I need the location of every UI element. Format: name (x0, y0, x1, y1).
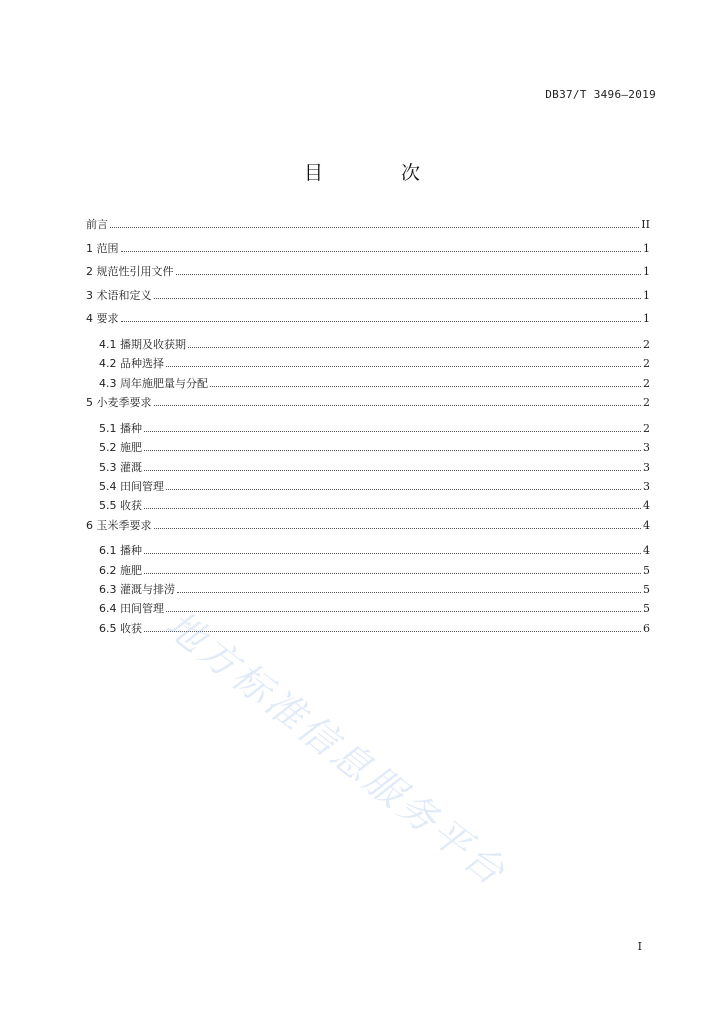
toc-dot-leader (154, 405, 642, 406)
toc-entry-label: 6.1 播种 (99, 544, 142, 558)
toc-entry-page: 2 (643, 396, 650, 410)
toc-entry[interactable] (86, 375, 650, 394)
toc-entry-page: 4 (643, 518, 650, 532)
page-title: 目 次 (303, 162, 457, 184)
toc-entry[interactable] (86, 562, 650, 581)
toc-entry-label: 4.1 播期及收获期 (99, 337, 186, 351)
toc-entry-page: 1 (643, 288, 650, 302)
toc-dot-leader (121, 321, 642, 322)
toc-entry-page: 4 (643, 499, 650, 513)
toc-dot-leader (188, 347, 641, 348)
toc-entry-label: 前言 (86, 218, 108, 231)
toc-entry-page: 6 (643, 621, 650, 635)
toc-entry-label: 5.3 灌溉 (99, 460, 142, 474)
toc-entry[interactable] (86, 459, 650, 478)
toc-entry[interactable] (86, 355, 650, 374)
toc-entry-page: 5 (643, 602, 650, 616)
toc-entry[interactable] (86, 542, 650, 561)
toc-entry-page: 3 (643, 441, 650, 455)
toc-dot-leader (166, 366, 641, 367)
toc-entry-page: 4 (643, 544, 650, 558)
toc-entry-page: 2 (643, 357, 650, 371)
toc-dot-leader (144, 431, 641, 432)
watermark: 地方标准信息服务平台 (157, 602, 516, 896)
toc-entry-label: 5.2 施肥 (99, 441, 142, 455)
toc-entry-label: 5.4 田间管理 (99, 479, 164, 493)
toc-dot-leader (176, 274, 642, 275)
table-of-contents (86, 216, 650, 639)
toc-entry-page: 1 (643, 241, 650, 255)
toc-entry[interactable] (86, 310, 650, 334)
toc-entry-page: 3 (643, 460, 650, 474)
toc-entry-label: 4 要求 (86, 312, 119, 326)
toc-dot-leader (144, 508, 641, 509)
toc-entry-label: 6.4 田间管理 (99, 602, 164, 616)
toc-entry-label: 5.1 播种 (99, 421, 142, 435)
toc-entry-label: 5 小麦季要求 (86, 396, 152, 410)
toc-entry-label: 4.3 周年施肥量与分配 (99, 376, 208, 390)
toc-entry[interactable] (86, 216, 650, 240)
toc-entry-page: 2 (643, 337, 650, 351)
toc-entry-label: 6.2 施肥 (99, 563, 142, 577)
toc-entry[interactable] (86, 497, 650, 516)
toc-entry-page: II (641, 218, 650, 231)
standard-code-header: DB37/T 3496—2019 (545, 88, 656, 101)
toc-entry[interactable] (86, 439, 650, 458)
toc-entry-page: 3 (643, 479, 650, 493)
toc-dot-leader (144, 470, 641, 471)
toc-entry[interactable] (86, 240, 650, 264)
toc-dot-leader (177, 592, 641, 593)
toc-entry-label: 1 范围 (86, 241, 119, 255)
toc-entry[interactable] (86, 478, 650, 497)
toc-entry-label: 6.5 收获 (99, 621, 142, 635)
toc-dot-leader (121, 251, 642, 252)
toc-entry[interactable] (86, 581, 650, 600)
toc-entry[interactable] (86, 394, 650, 418)
toc-dot-leader (166, 611, 641, 612)
toc-dot-leader (144, 553, 641, 554)
toc-entry-label: 5.5 收获 (99, 499, 142, 513)
page-number: I (637, 940, 642, 953)
toc-entry-page: 1 (643, 265, 650, 279)
toc-entry-label: 6.3 灌溉与排涝 (99, 583, 175, 597)
toc-entry-page: 5 (643, 563, 650, 577)
toc-dot-leader (110, 227, 639, 228)
toc-entry[interactable] (86, 600, 650, 619)
toc-entry-page: 5 (643, 583, 650, 597)
toc-entry-label: 4.2 品种选择 (99, 357, 164, 371)
toc-dot-leader (210, 386, 641, 387)
toc-entry[interactable] (86, 287, 650, 311)
toc-entry[interactable] (86, 336, 650, 355)
toc-dot-leader (144, 573, 641, 574)
toc-entry-label: 2 规范性引用文件 (86, 265, 174, 279)
toc-entry[interactable] (86, 263, 650, 287)
toc-entry-label: 6 玉米季要求 (86, 518, 152, 532)
toc-entry-page: 1 (643, 312, 650, 326)
toc-entry-label: 3 术语和定义 (86, 288, 152, 302)
toc-entry[interactable] (86, 620, 650, 639)
toc-dot-leader (154, 298, 642, 299)
toc-entry[interactable] (86, 420, 650, 439)
toc-entry[interactable] (86, 517, 650, 541)
toc-entry-page: 2 (643, 421, 650, 435)
toc-dot-leader (166, 489, 641, 490)
toc-entry-page: 2 (643, 376, 650, 390)
toc-dot-leader (154, 528, 642, 529)
toc-dot-leader (144, 631, 641, 632)
toc-dot-leader (144, 450, 641, 451)
